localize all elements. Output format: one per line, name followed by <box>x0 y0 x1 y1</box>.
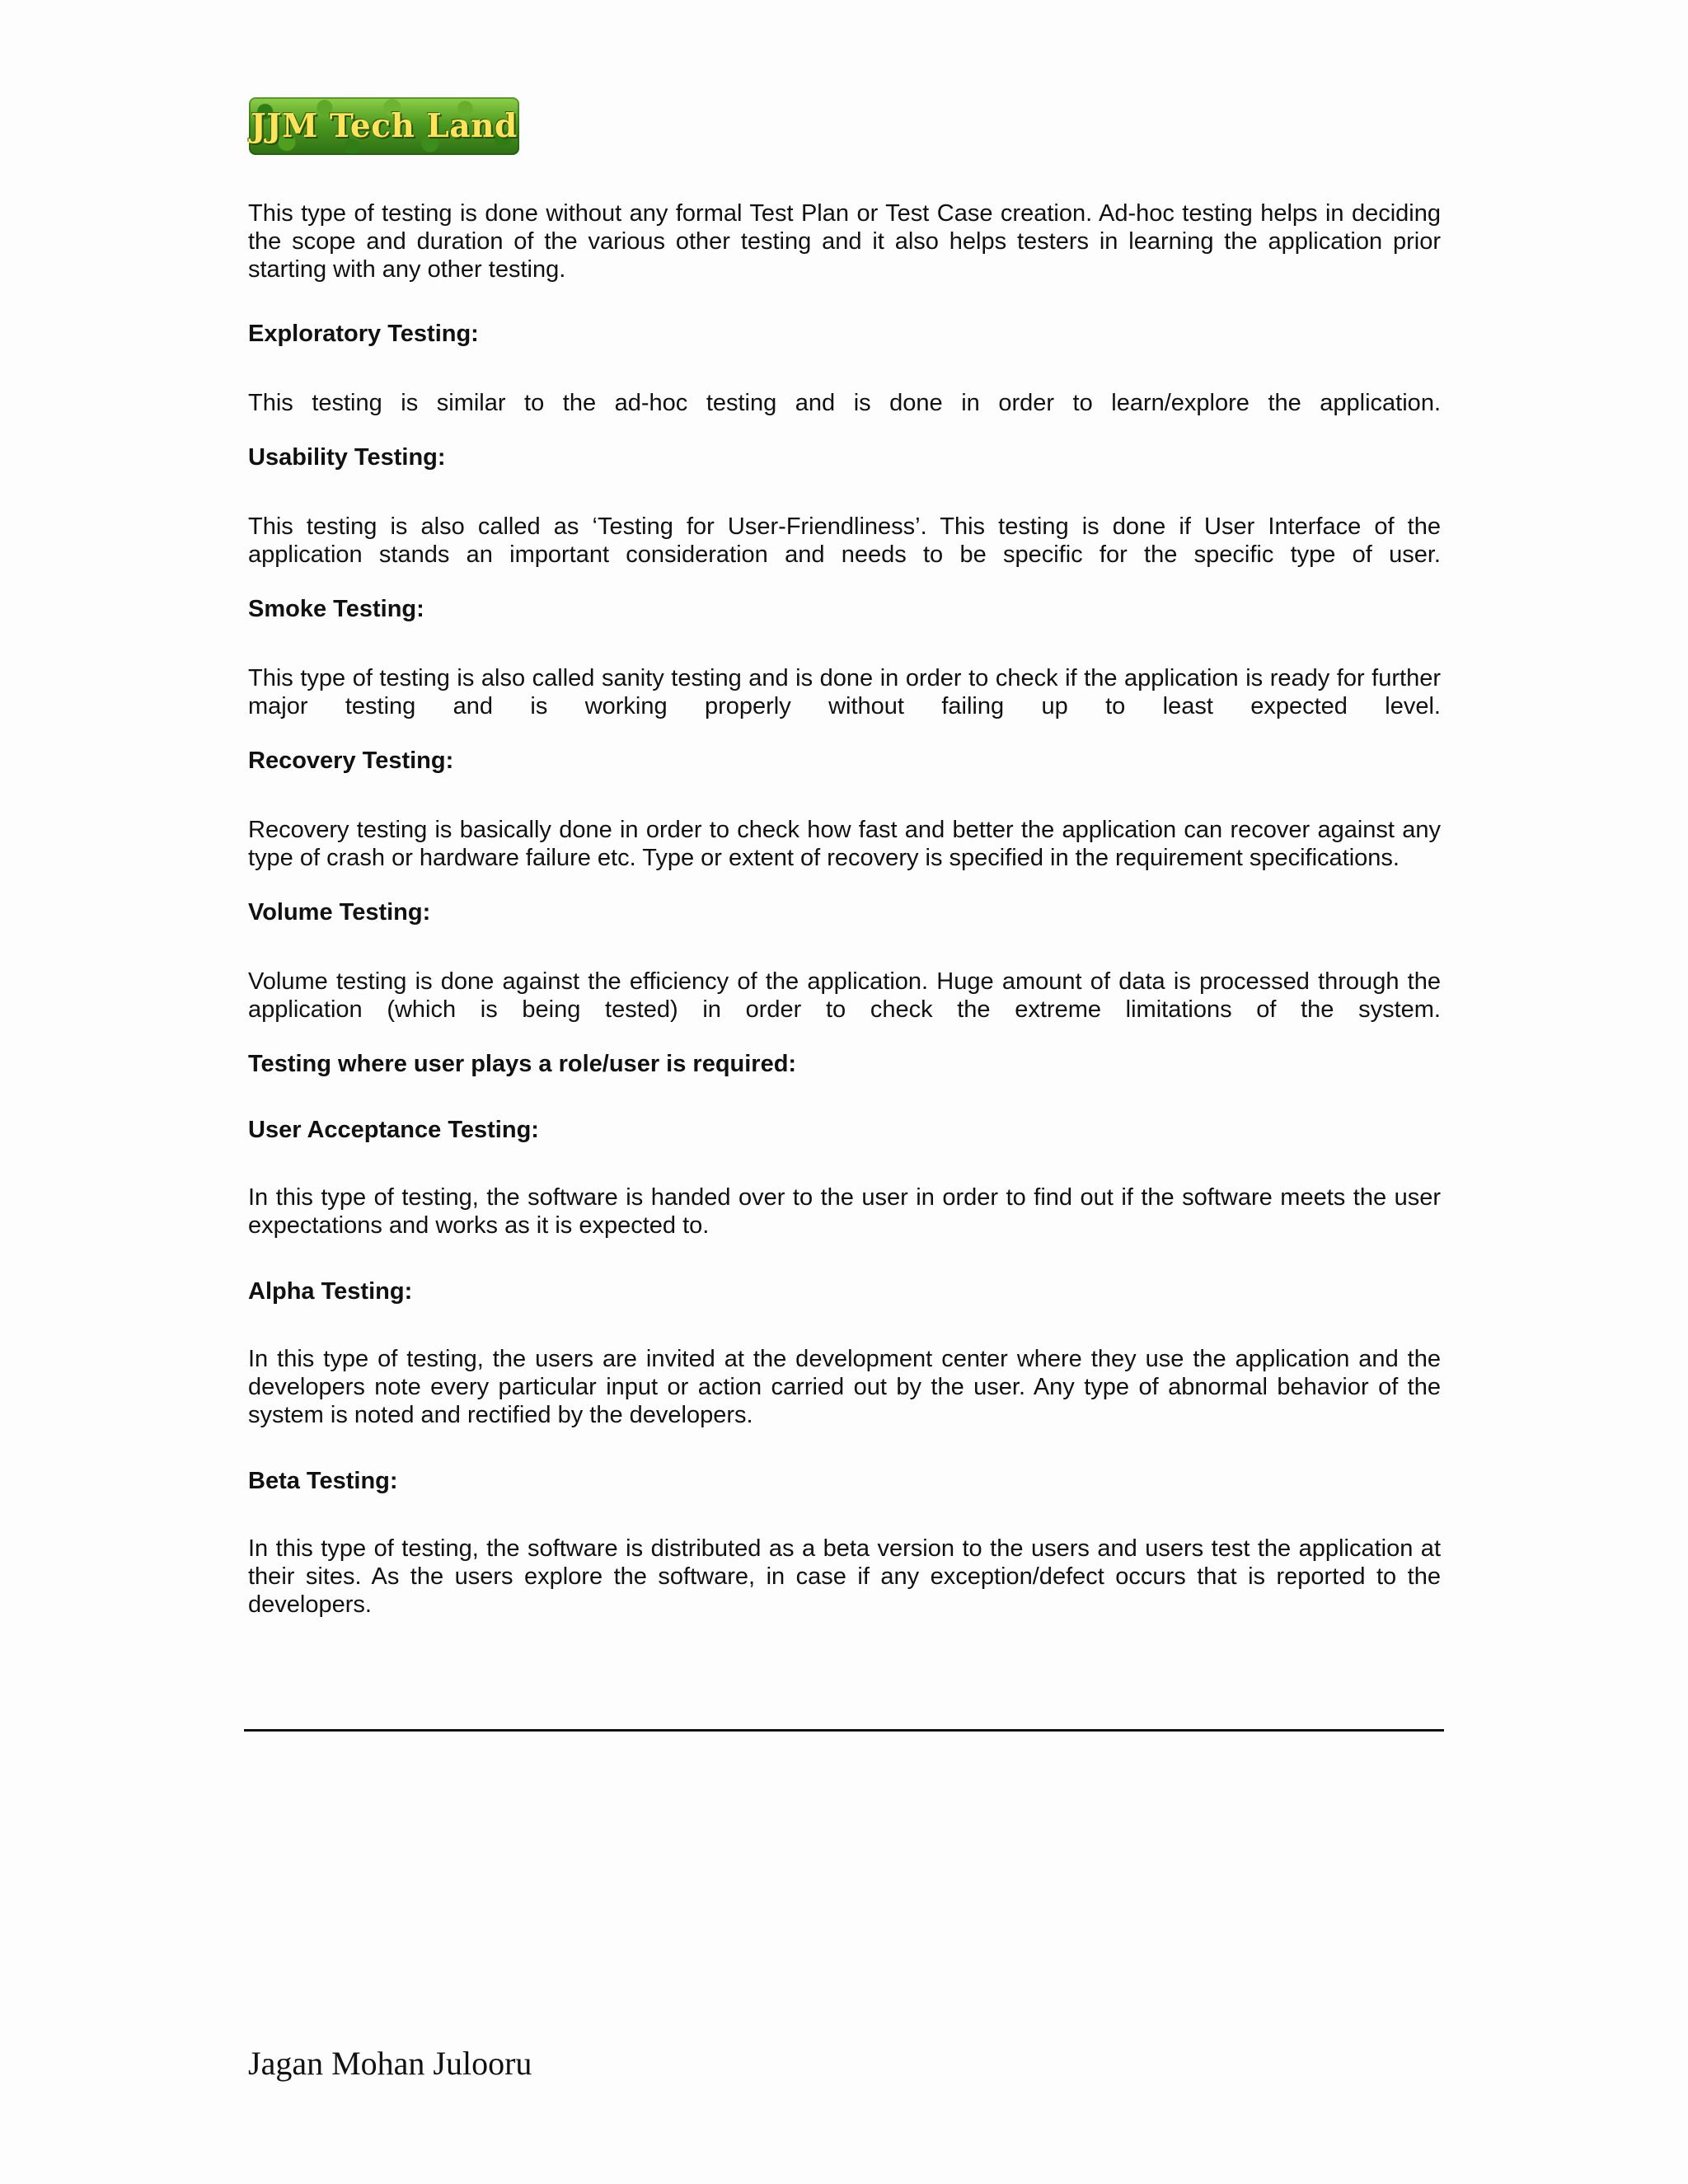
section-body-exploratory-testing: This testing is similar to the ad-hoc testing and is done in order to learn/explore the application. <box>248 390 1441 416</box>
section-heading-volume-testing: Volume Testing: <box>248 899 431 926</box>
section-heading-alpha-testing: Alpha Testing: <box>248 1278 413 1305</box>
section-body-user-acceptance-testing: In this type of testing, the software is handed over to the user in order to find out if the software meets the user expectations and works as it is expected to. <box>248 1184 1441 1239</box>
document-content <box>248 199 1441 1619</box>
section-body-alpha-testing: In this type of testing, the users are invited at the development center where they use the application and the developers note every particular input or action carried out by the user. Any type of abnormal behavior of the system is noted and rectified by the developers. <box>248 1346 1441 1428</box>
section-heading-smoke-testing: Smoke Testing: <box>248 596 424 622</box>
section-heading-recovery-testing: Recovery Testing: <box>248 748 454 774</box>
footer-author: Jagan Mohan Julooru <box>248 2045 532 2082</box>
section-heading-beta-testing: Beta Testing: <box>248 1468 398 1494</box>
section-body-recovery-testing: Recovery testing is basically done in order to check how fast and better the application can recover against any type of crash or hardware failure etc. Type or extent of recovery is specified in the requirement specifications. <box>248 817 1441 871</box>
section-body-smoke-testing: This type of testing is also called sanity testing and is done in order to check if the application is ready for further major testing and is working properly without failing up to least expected level. <box>248 665 1441 719</box>
intro-paragraph: This type of testing is done without any formal Test Plan or Test Case creation. Ad-hoc testing helps in deciding the scope and duration of the various other testing and it also helps testers in learning the application prior starting with any other testing. <box>248 200 1441 283</box>
footer-divider <box>244 1729 1444 1732</box>
section-heading-user-acceptance-testing: User Acceptance Testing: <box>248 1117 539 1143</box>
jjm-tech-land-logo <box>249 97 519 155</box>
section-heading-usability-testing: Usability Testing: <box>248 444 446 471</box>
section-body-usability-testing: This testing is also called as ‘Testing for User-Friendliness’. This testing is done if User Interface of the application stands an important consideration and needs to be specific for the specific type of user. <box>248 513 1441 568</box>
section-heading-user-role-testing: Testing where user plays a role/user is required: <box>248 1051 797 1077</box>
section-body-volume-testing: Volume testing is done against the efficiency of the application. Huge amount of data is processed through the application (which is being tested) in order to check the extreme limitations of the system. <box>248 968 1441 1023</box>
section-body-beta-testing: In this type of testing, the software is distributed as a beta version to the users and users test the application at their sites. As the users explore the software, in case if any exception/defect occurs that is reported to the developers. <box>248 1535 1441 1618</box>
logo-text: JJM Tech Land <box>251 107 518 145</box>
section-heading-exploratory-testing: Exploratory Testing: <box>248 321 479 347</box>
